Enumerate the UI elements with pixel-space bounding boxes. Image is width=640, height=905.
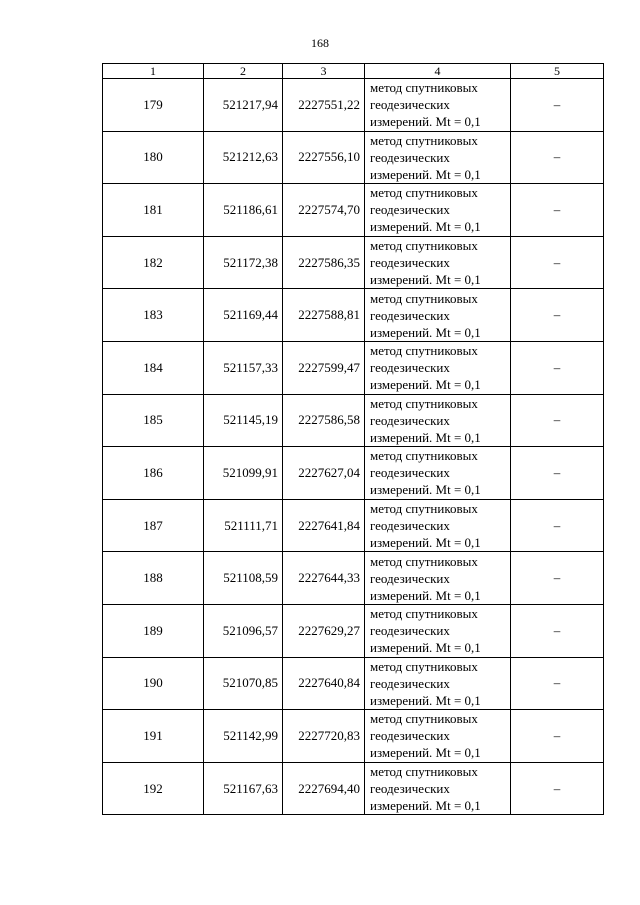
method-line: измерений. Mt = 0,1 xyxy=(370,535,481,551)
method-cell xyxy=(365,131,511,184)
method-line: метод спутниковых xyxy=(370,658,478,674)
method-line: измерений. Mt = 0,1 xyxy=(370,324,481,340)
note-cell: – xyxy=(511,604,604,657)
y-coordinate-cell: 2227588,81 xyxy=(283,289,365,342)
x-coordinate-cell: 521145,19 xyxy=(204,394,283,447)
method-line: измерений. Mt = 0,1 xyxy=(370,272,481,288)
method-cell xyxy=(365,710,511,763)
point-number-cell: 191 xyxy=(103,710,204,763)
method-line: измерений. Mt = 0,1 xyxy=(370,587,481,603)
y-coordinate-cell: 2227586,58 xyxy=(283,394,365,447)
method-line: геодезических xyxy=(370,623,450,639)
note-cell: – xyxy=(511,552,604,605)
column-header: 5 xyxy=(511,64,604,79)
x-coordinate-cell: 521111,71 xyxy=(204,499,283,552)
x-coordinate-cell: 521108,59 xyxy=(204,552,283,605)
note-cell: – xyxy=(511,341,604,394)
point-number-cell: 179 xyxy=(103,79,204,132)
column-header: 4 xyxy=(365,64,511,79)
method-line: измерений. Mt = 0,1 xyxy=(370,219,481,235)
method-line: метод спутниковых xyxy=(370,711,478,727)
method-line: метод спутниковых xyxy=(370,80,478,96)
method-line: геодезических xyxy=(370,465,450,481)
note-cell: – xyxy=(511,131,604,184)
method-line: геодезических xyxy=(370,570,450,586)
method-line: геодезических xyxy=(370,202,450,218)
note-cell: – xyxy=(511,447,604,500)
method-cell xyxy=(365,604,511,657)
method-cell xyxy=(365,447,511,500)
method-line: геодезических xyxy=(370,255,450,271)
x-coordinate-cell: 521096,57 xyxy=(204,604,283,657)
method-line: геодезических xyxy=(370,412,450,428)
table-row xyxy=(103,394,604,447)
y-coordinate-cell: 2227640,84 xyxy=(283,657,365,710)
note-cell: – xyxy=(511,184,604,237)
column-header: 2 xyxy=(204,64,283,79)
method-line: измерений. Mt = 0,1 xyxy=(370,798,481,814)
method-line: измерений. Mt = 0,1 xyxy=(370,166,481,182)
method-line: геодезических xyxy=(370,307,450,323)
table-row xyxy=(103,604,604,657)
method-cell xyxy=(365,184,511,237)
y-coordinate-cell: 2227644,33 xyxy=(283,552,365,605)
table-row xyxy=(103,236,604,289)
method-line: геодезических xyxy=(370,675,450,691)
note-cell: – xyxy=(511,79,604,132)
method-line: метод спутниковых xyxy=(370,343,478,359)
method-line: метод спутниковых xyxy=(370,606,478,622)
method-line: геодезических xyxy=(370,728,450,744)
x-coordinate-cell: 521142,99 xyxy=(204,710,283,763)
note-cell: – xyxy=(511,394,604,447)
y-coordinate-cell: 2227599,47 xyxy=(283,341,365,394)
table-row xyxy=(103,184,604,237)
method-cell xyxy=(365,289,511,342)
method-cell xyxy=(365,341,511,394)
table-row xyxy=(103,710,604,763)
note-cell: – xyxy=(511,762,604,815)
x-coordinate-cell: 521157,33 xyxy=(204,341,283,394)
y-coordinate-cell: 2227627,04 xyxy=(283,447,365,500)
note-cell: – xyxy=(511,657,604,710)
method-cell xyxy=(365,394,511,447)
method-line: геодезических xyxy=(370,97,450,113)
table-row xyxy=(103,131,604,184)
method-line: измерений. Mt = 0,1 xyxy=(370,745,481,761)
point-number-cell: 181 xyxy=(103,184,204,237)
method-cell xyxy=(365,552,511,605)
column-header: 3 xyxy=(283,64,365,79)
method-line: метод спутниковых xyxy=(370,132,478,148)
method-line: геодезических xyxy=(370,518,450,534)
method-line: геодезических xyxy=(370,149,450,165)
point-number-cell: 186 xyxy=(103,447,204,500)
table-row xyxy=(103,552,604,605)
table-row xyxy=(103,79,604,132)
point-number-cell: 180 xyxy=(103,131,204,184)
x-coordinate-cell: 521186,61 xyxy=(204,184,283,237)
method-line: измерений. Mt = 0,1 xyxy=(370,114,481,130)
method-line: метод спутниковых xyxy=(370,764,478,780)
page-number: 168 xyxy=(311,36,329,50)
point-number-cell: 190 xyxy=(103,657,204,710)
x-coordinate-cell: 521070,85 xyxy=(204,657,283,710)
method-line: измерений. Mt = 0,1 xyxy=(370,640,481,656)
point-number-cell: 189 xyxy=(103,604,204,657)
x-coordinate-cell: 521099,91 xyxy=(204,447,283,500)
point-number-cell: 183 xyxy=(103,289,204,342)
method-line: геодезических xyxy=(370,781,450,797)
method-line: геодезических xyxy=(370,360,450,376)
x-coordinate-cell: 521217,94 xyxy=(204,79,283,132)
method-line: метод спутниковых xyxy=(370,185,478,201)
method-line: измерений. Mt = 0,1 xyxy=(370,429,481,445)
method-line: метод спутниковых xyxy=(370,238,478,254)
table-row xyxy=(103,447,604,500)
y-coordinate-cell: 2227641,84 xyxy=(283,499,365,552)
method-line: метод спутниковых xyxy=(370,395,478,411)
table-row xyxy=(103,657,604,710)
point-number-cell: 187 xyxy=(103,499,204,552)
y-coordinate-cell: 2227629,27 xyxy=(283,604,365,657)
note-cell: – xyxy=(511,710,604,763)
method-line: измерений. Mt = 0,1 xyxy=(370,482,481,498)
note-cell: – xyxy=(511,289,604,342)
table-row xyxy=(103,341,604,394)
point-number-cell: 192 xyxy=(103,762,204,815)
column-header: 1 xyxy=(103,64,204,79)
method-cell xyxy=(365,79,511,132)
y-coordinate-cell: 2227586,35 xyxy=(283,236,365,289)
x-coordinate-cell: 521172,38 xyxy=(204,236,283,289)
method-line: метод спутниковых xyxy=(370,553,478,569)
x-coordinate-cell: 521212,63 xyxy=(204,131,283,184)
method-line: измерений. Mt = 0,1 xyxy=(370,692,481,708)
method-line: метод спутниковых xyxy=(370,501,478,517)
point-number-cell: 184 xyxy=(103,341,204,394)
method-cell xyxy=(365,499,511,552)
method-line: метод спутниковых xyxy=(370,290,478,306)
method-cell xyxy=(365,236,511,289)
y-coordinate-cell: 2227720,83 xyxy=(283,710,365,763)
method-cell xyxy=(365,657,511,710)
table-header-row xyxy=(103,64,604,79)
note-cell: – xyxy=(511,499,604,552)
point-number-cell: 185 xyxy=(103,394,204,447)
point-number-cell: 188 xyxy=(103,552,204,605)
x-coordinate-cell: 521169,44 xyxy=(204,289,283,342)
table-row xyxy=(103,499,604,552)
method-line: метод спутниковых xyxy=(370,448,478,464)
point-number-cell: 182 xyxy=(103,236,204,289)
x-coordinate-cell: 521167,63 xyxy=(204,762,283,815)
note-cell: – xyxy=(511,236,604,289)
method-cell xyxy=(365,762,511,815)
y-coordinate-cell: 2227694,40 xyxy=(283,762,365,815)
coordinates-table xyxy=(102,63,604,815)
y-coordinate-cell: 2227574,70 xyxy=(283,184,365,237)
y-coordinate-cell: 2227551,22 xyxy=(283,79,365,132)
table-row xyxy=(103,289,604,342)
y-coordinate-cell: 2227556,10 xyxy=(283,131,365,184)
method-line: измерений. Mt = 0,1 xyxy=(370,377,481,393)
table-row xyxy=(103,762,604,815)
